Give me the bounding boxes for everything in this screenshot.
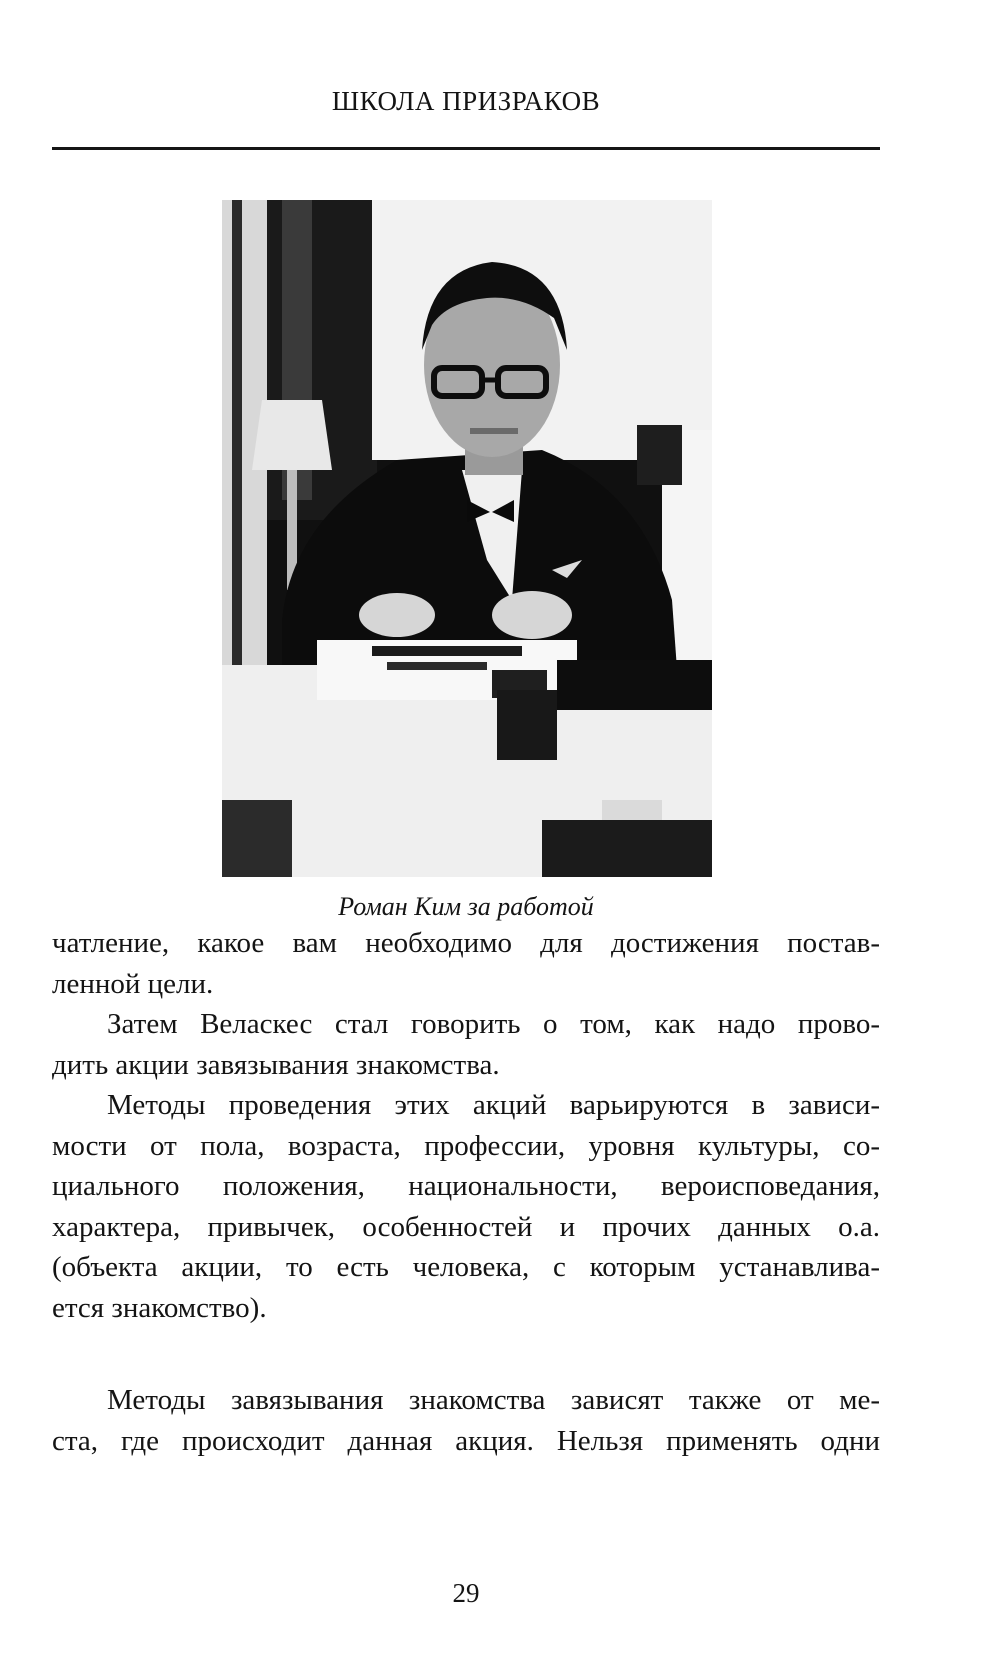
- text-line: ста, где происходит данная акция. Нельзя применять одни: [52, 1424, 880, 1457]
- running-head: ШКОЛА ПРИЗРАКОВ: [331, 86, 601, 116]
- photo-roman-kim-typing: [222, 200, 712, 877]
- text-line: ется знакомство).: [52, 1291, 267, 1324]
- text-line: (объекта акции, то есть человека, с которым устанавлива-: [52, 1251, 880, 1284]
- paragraph-3: [52, 1085, 880, 1329]
- text-line: Методы завязывания знакомства зависят также от ме-: [107, 1384, 880, 1416]
- text-line: мости от пола, возраста, профессии, уровня культуры, со-: [52, 1129, 880, 1162]
- photo-caption: Роман Ким за работой: [338, 892, 594, 921]
- text-line: циального положения, национальности, вероисповедания,: [52, 1170, 880, 1203]
- text-line: ленной цели.: [52, 967, 214, 1000]
- paragraph-1: [52, 923, 880, 1004]
- text-line: Затем Веласкес стал говорить о том, как надо прово-: [107, 1008, 880, 1040]
- header-rule: [52, 147, 880, 150]
- text-line: чатление, какое вам необходимо для достижения постав-: [52, 927, 880, 959]
- paragraph-2: [52, 1004, 880, 1085]
- text-line: дить акции завязывания знакомства.: [52, 1048, 500, 1081]
- page-number: 29: [452, 1578, 480, 1608]
- paragraph-4: [52, 1380, 880, 1461]
- text-line: Методы проведения этих акций варьируются в зависи-: [107, 1089, 880, 1121]
- text-line: характера, привычек, особенностей и прочих данных о.а.: [52, 1210, 880, 1243]
